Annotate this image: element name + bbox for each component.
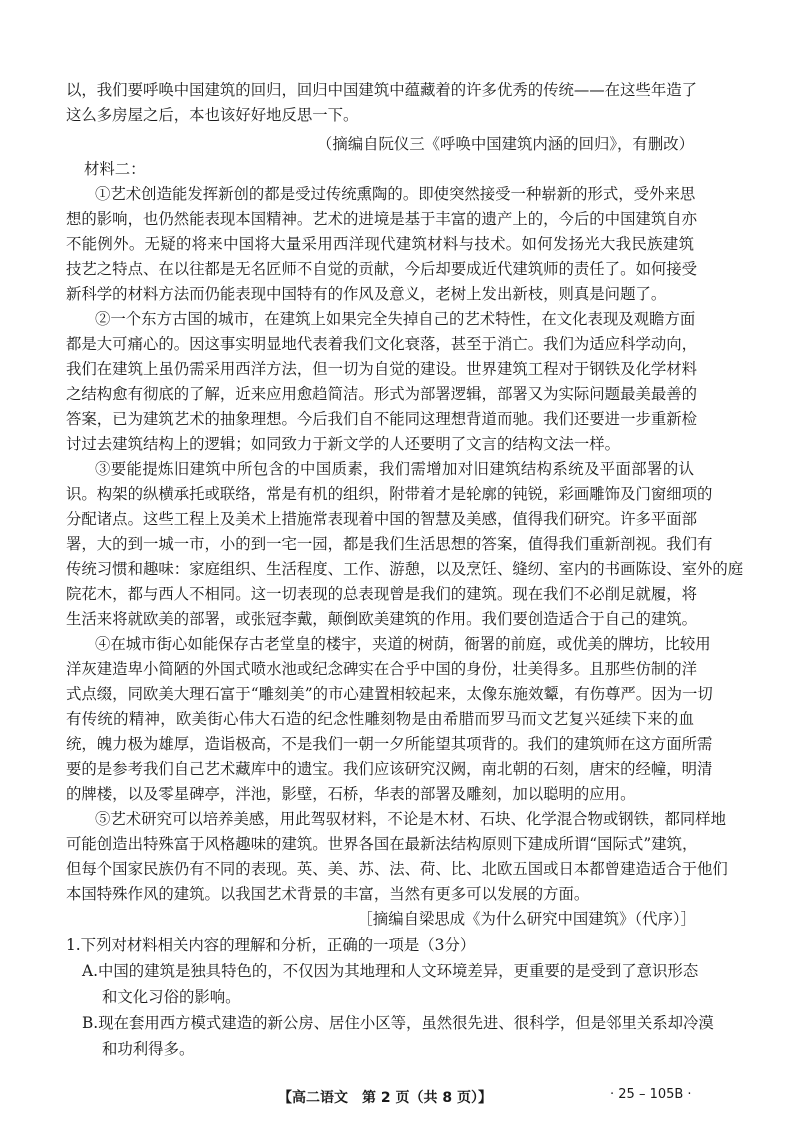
paragraph-line: 统，魄力极为雄厚，造诣极高，不是我们一朝一夕所能望其项背的。我们的建筑师在这方面所需 [66, 735, 713, 753]
question-stem: 1.下列对材料相关内容的理解和分析，正确的一项是（3分） [66, 936, 476, 954]
paragraph-line: 技艺之特点、在以往都是无名匠师不自觉的贡献，今后却要成近代建筑师的责任了。如何接受 [66, 260, 698, 278]
paragraph-4: ④在城市街心如能保存古老堂皇的楼宇，夹道的树荫，衙署的前庭，或优美的牌坊，比较用 [95, 635, 711, 653]
material-heading: 材料二： [84, 160, 146, 178]
paragraph-line: 院花木，都与西人不相同。这一切表现的总表现曾是我们的建筑。现在我们不必削足就履，将 [66, 585, 698, 603]
paragraph-line: 想的影响，也仍然能表现本国精神。艺术的进境是基于丰富的遗产上的，今后的中国建筑自亦 [66, 210, 698, 228]
paragraph-line: 讨过去建筑结构上的逻辑；如同致力于新文学的人还要明了文言的结构文法一样。 [66, 435, 621, 453]
source-citation: ［摘编自梁思成《为什么研究中国建筑》（代序）］ [357, 910, 696, 928]
option-a: A.中国的建筑是独具特色的，不仅因为其地理和人文环境差异，更重要的是受到了意识形态 [82, 962, 699, 980]
paragraph-line: 识。构架的纵横承托或联络，常是有机的组织，附带着才是轮廓的钝锐，彩画雕饰及门窗细项的 [66, 485, 713, 503]
paragraph-line: 都是大可痛心的。因这事实明显地代表着我们文化衰落，甚至于消亡。我们为适应科学动向， [66, 335, 698, 353]
paragraph-line: 我们在建筑上虽仍需采用西洋方法，但一切为自觉的建设。世界建筑工程对于钢铁及化学材料 [66, 360, 698, 378]
paragraph-line: 要的是参考我们自己艺术藏库中的遗宝。我们应该研究汉阙，南北朝的石刻，唐宋的经幢，明清 [66, 760, 713, 778]
option-a-continued: 和文化习俗的影响。 [102, 988, 241, 1006]
source-citation: （摘编自阮仪三《呼唤中国建筑内涵的回归》，有删改） [316, 135, 694, 153]
paragraph-line: 分配诸点。这些工程上及美术上措施常表现着中国的智慧及美感，值得我们研究。许多平面部 [66, 510, 698, 528]
paragraph-line: 生活来将就欧美的部署，或张冠李戴，颠倒欧美建筑的作用。我们要创造适合于自己的建筑。 [66, 610, 698, 628]
paragraph-1: ①艺术创造能发挥新创的都是受过传统熏陶的。即使突然接受一种崭新的形式，受外来思 [95, 185, 696, 203]
paragraph-line: 不能例外。无疑的将来中国将大量采用西洋现代建筑材料与技术。如何发扬光大我民族建筑 [66, 235, 694, 253]
option-b-continued: 和功利得多。 [102, 1040, 195, 1058]
intro-line: 这么多房屋之后，本也该好好地反思一下。 [66, 106, 359, 124]
paragraph-line: 的牌楼，以及零星碑亭，泮池，影壁，石桥，华表的部署及雕刻，加以聪明的应用。 [66, 785, 636, 803]
paragraph-2: ②一个东方古国的城市，在建筑上如果完全失掉自己的艺术特性，在文化表现及观瞻方面 [95, 310, 696, 328]
paragraph-5: ⑤艺术研究可以培养美感，用此驾驭材料，不论是木材、石块、化学混合物或钢铁，都同样地 [95, 810, 727, 828]
page-footer-code: · 25 – 105B · [610, 1087, 692, 1102]
paragraph-line: 之结构愈有彻底的了解，近来应用愈趋简洁。形式为部署逻辑，部署又为实际问题最美最善的 [66, 385, 698, 403]
paragraph-line: 新科学的材料方法而仍能表现中国特有的作风及意义，老树上发出新枝，则真是问题了。 [66, 285, 667, 303]
paragraph-line: 洋灰建造卑小简陋的外国式喷水池或纪念碑实在合乎中国的身份，壮美得多。且那些仿制的洋 [66, 660, 698, 678]
paragraph-line: 式点缀，同欧美大理石富于“雕刻美”的市心建置相较起来，太像东施效颦，有伤尊严。因为一切 [66, 685, 713, 703]
paragraph-line: 署，大的到一城一市，小的到一宅一园，都是我们生活思想的答案，值得我们重新剖视。我们有 [66, 535, 713, 553]
paragraph-line: 可能创造出特殊富于风格趣味的建筑。世界各国在最新法结构原则下建成所谓“国际式”建筑， [66, 835, 698, 853]
paragraph-line: 本国特殊作风的建筑。以我国艺术背景的丰富，当然有更多可以发展的方面。 [66, 885, 590, 903]
page-footer-label: 【高二语文 第 2 页（共 8 页）】 [278, 1090, 492, 1106]
paragraph-3: ③要能提炼旧建筑中所包含的中国质素，我们需增加对旧建筑结构系统及平面部署的认 [95, 460, 694, 478]
intro-line: 以，我们要呼唤中国建筑的回归，回归中国建筑中蕴藏着的许多优秀的传统——在这些年造了 [66, 81, 698, 99]
paragraph-line: 答案，已为建筑艺术的抽象理想。今后我们自不能同这理想背道而驰。我们还要进一步重新检 [66, 410, 698, 428]
option-b: B.现在套用西方模式建造的新公房、居住小区等，虽然很先进、很科学，但是邻里关系却冷漠 [82, 1014, 714, 1032]
paragraph-line: 传统习惯和趣味：家庭组织、生活程度、工作、游憩，以及烹饪、缝纫、室内的书画陈设、室外的庭 [66, 560, 744, 578]
paragraph-line: 但每个国家民族仍有不同的表现。英、美、苏、法、荷、比、北欧五国或日本都曾建造适合于他们 [66, 860, 728, 878]
paragraph-line: 有传统的精神，欧美街心伟大石造的纪念性雕刻物是由希腊而罗马而文艺复兴延续下来的血 [66, 710, 694, 728]
